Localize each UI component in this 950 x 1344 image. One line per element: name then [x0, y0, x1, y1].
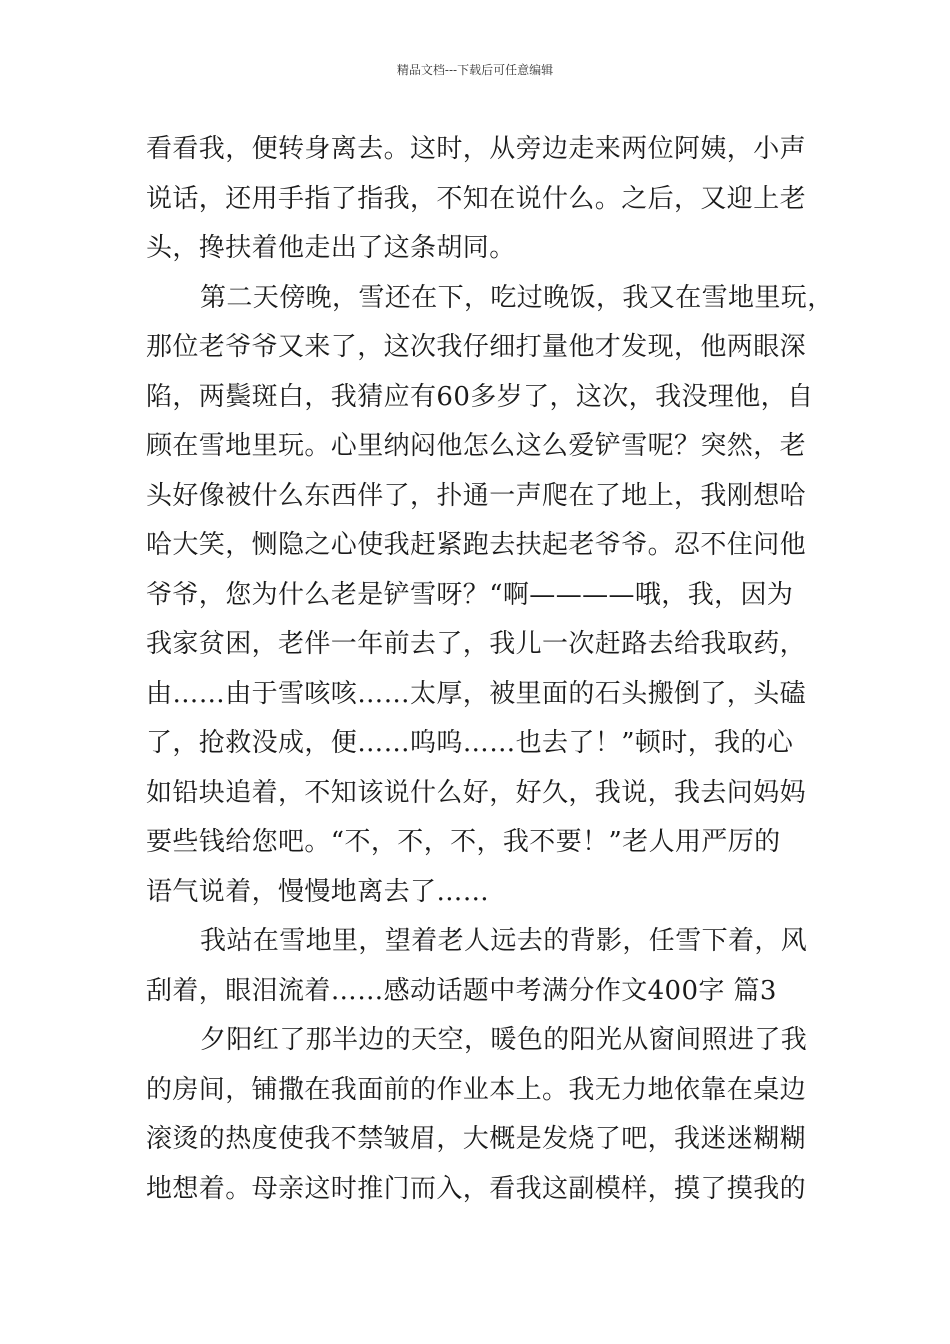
paragraph-first-line: 第二天傍晚，雪还在下，吃过晚饭，我又在雪地里玩，	[200, 282, 834, 313]
text-line: 语气说着，慢慢地离去了……	[146, 876, 490, 907]
paragraph-first-line: 我站在雪地里，望着老人远去的背影，任雪下着，风	[200, 926, 808, 956]
text-line: 地想着。母亲这时推门而入，看我这副模样，摸了摸我的	[146, 1173, 807, 1204]
text-line: 说话，还用手指了指我，不知在说什么。之后，又迎上老	[146, 183, 807, 214]
text-line: 哈大笑，恻隐之心使我赶紧跑去扶起老爷爷。忍不住问他	[146, 530, 807, 560]
text-line: 我家贫困，老伴一年前去了，我儿一次赶路去给我取药，	[146, 629, 807, 659]
text-line: 陷，两鬓斑白，我猜应有60多岁了，这次，我没理他，自	[146, 381, 814, 412]
page-header: 精品文档---下载后可任意编辑	[396, 63, 554, 77]
text-line: 了，抢救没成，便……呜呜……也去了！”顿时，我的心	[146, 728, 794, 758]
text-line: 顾在雪地里玩。心里纳闷他怎么这么爱铲雪呢？突然，老	[146, 431, 807, 461]
text-line: 如铅块追着，不知该说什么好，好久，我说，我去问妈妈	[146, 777, 807, 808]
text-line: 要些钱给您吧。“不，不，不，我不要！”老人用严厉的	[146, 827, 781, 857]
text-line: 爷爷，您为什么老是铲雪呀？“啊————哦，我，因为	[146, 579, 794, 610]
text-line: 刮着，眼泪流着……感动话题中考满分作文400字 篇3	[146, 975, 777, 1006]
text-line: 滚烫的热度使我不禁皱眉，大概是发烧了吧，我迷迷糊糊	[146, 1124, 807, 1154]
text-line: 的房间，铺撒在我面前的作业本上。我无力地依靠在桌边	[146, 1074, 807, 1105]
paragraph-first-line: 夕阳红了那半边的天空，暖色的阳光从窗间照进了我	[200, 1025, 808, 1055]
text-line: 头，搀扶着他走出了这条胡同。	[146, 233, 516, 263]
text-line: 由……由于雪咳咳……太厚，被里面的石头搬倒了，头磕	[146, 678, 807, 709]
text-line: 那位老爷爷又来了，这次我仔细打量他才发现，他两眼深	[146, 332, 807, 362]
text-line: 看看我，便转身离去。这时，从旁边走来两位阿姨，小声	[146, 134, 807, 164]
document-body	[146, 125, 834, 1214]
text-line: 头好像被什么东西伴了，扑通一声爬在了地上，我刚想哈	[146, 480, 807, 511]
